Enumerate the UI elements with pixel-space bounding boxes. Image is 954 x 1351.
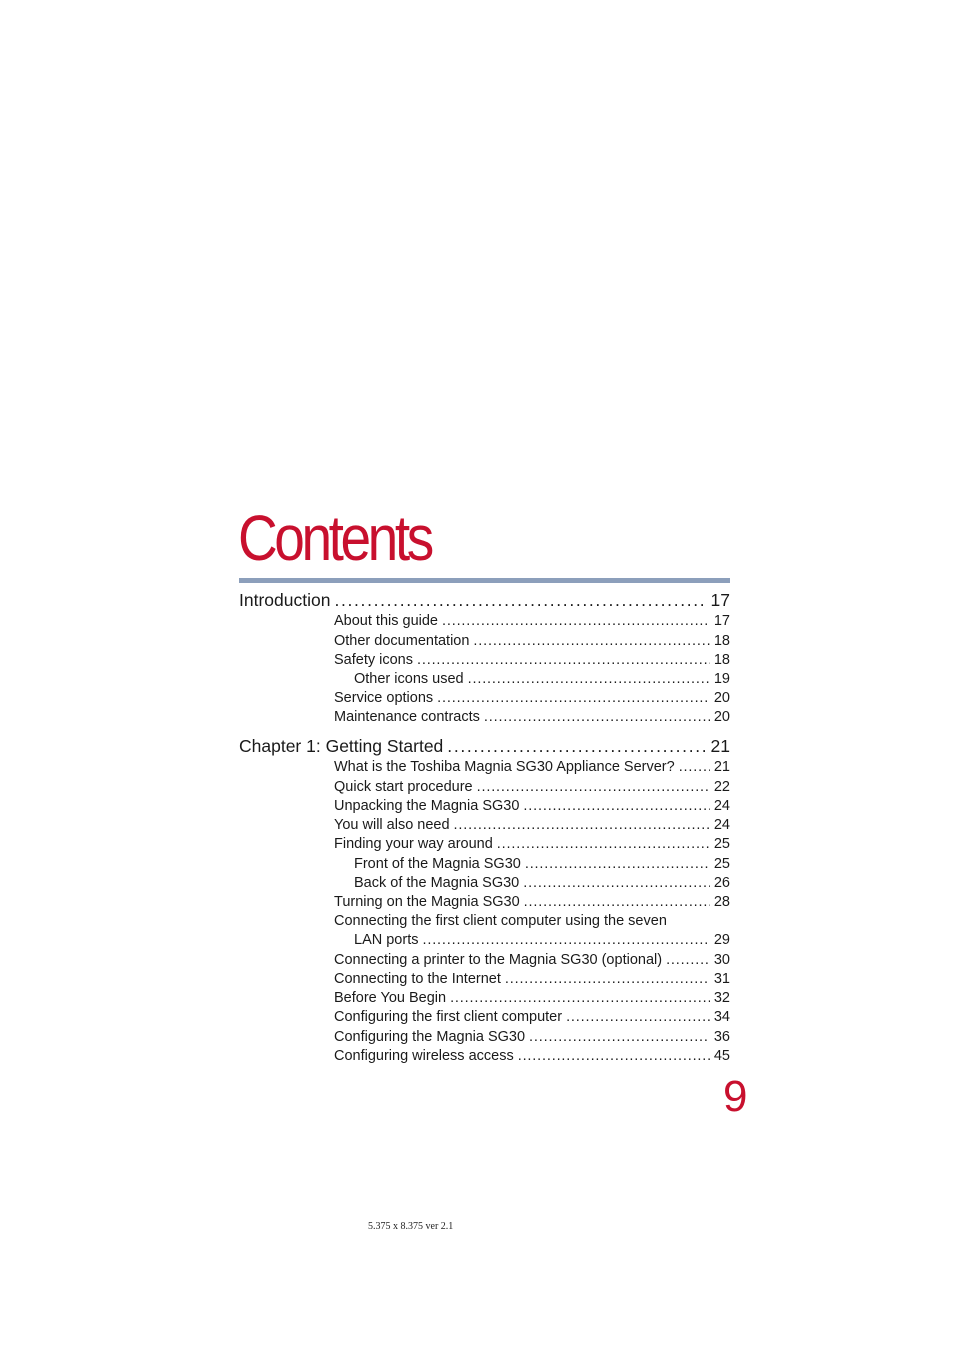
toc-entry[interactable] [334,690,730,706]
toc-entry[interactable] [334,709,730,725]
toc-leader-dots [529,1029,710,1045]
toc-entry-introduction[interactable] [239,590,730,611]
toc-entry-page: 17 [710,590,730,610]
toc-leader-dots [523,875,710,891]
toc-leader-dots [525,856,710,872]
toc-leader-dots [566,1009,710,1025]
toc-entry[interactable] [334,613,730,629]
toc-entry-page: 24 [713,798,730,814]
toc-entry[interactable] [334,817,730,833]
toc-entry[interactable] [354,932,730,948]
toc-entry[interactable] [334,836,730,852]
toc-leader-dots [524,894,710,910]
toc-entry-page: 21 [710,736,730,756]
page-title: Contents [238,502,431,574]
toc-entry-title: Configuring the Magnia SG30 [334,1029,526,1045]
toc-leader-dots [497,836,710,852]
toc-entry-title: Other documentation [334,633,470,649]
toc-entry-title: Finding your way around [334,836,493,852]
toc-entry[interactable] [334,1009,730,1025]
toc-entry-title: Turning on the Magnia SG30 [334,894,520,910]
toc-entry-title: Connecting to the Internet [334,971,501,987]
print-footer: 5.375 x 8.375 ver 2.1 [368,1221,454,1232]
toc-leader-dots [437,690,710,706]
toc-entry-page: 25 [713,836,730,852]
toc-entry[interactable] [334,952,730,968]
toc-entry-page: 34 [713,1009,730,1025]
toc-entry-title: Safety icons [334,652,413,668]
toc-entry-page: 19 [713,671,730,687]
toc-entry[interactable] [354,671,730,687]
toc-entry-title: Other icons used [354,671,464,687]
toc-entry-page: 21 [713,759,730,775]
toc-entry[interactable] [334,1048,730,1064]
toc-entry[interactable] [334,759,730,775]
toc-entry-title: Back of the Magnia SG30 [354,875,520,891]
toc-entry-page: 45 [713,1048,730,1064]
toc-leader-dots [454,817,710,833]
toc-entry-page: 20 [713,709,730,725]
toc-entry-page: 18 [713,633,730,649]
toc-entry[interactable] [334,779,730,795]
toc-leader-dots [484,709,710,725]
toc-leader-dots [447,736,706,757]
toc-leader-dots [679,759,710,775]
toc-entry-title: About this guide [334,613,438,629]
toc-entry-page: 32 [713,990,730,1006]
toc-leader-dots [417,652,710,668]
toc-leader-dots [473,633,709,649]
toc-entry-title: Configuring wireless access [334,1048,514,1064]
toc-leader-dots [477,779,710,795]
toc-entry-page: 26 [713,875,730,891]
toc-entry[interactable] [334,652,730,668]
toc-entry-page: 31 [713,971,730,987]
toc-entry-page: 22 [713,779,730,795]
toc-entry-page: 28 [713,894,730,910]
toc-entry-title: Before You Begin [334,990,447,1006]
toc-leader-dots [334,590,706,611]
toc-entry[interactable] [354,875,730,891]
toc-leader-dots [468,671,710,687]
toc-leader-dots [450,990,710,1006]
toc-entry-page: 36 [713,1029,730,1045]
toc-entry-title: Unpacking the Magnia SG30 [334,798,520,814]
toc-entry-title: Configuring the first client computer [334,1009,563,1025]
toc-entry-page: 18 [713,652,730,668]
toc-entry-title: LAN ports [354,932,419,948]
toc-entry-page: 24 [713,817,730,833]
toc-entry[interactable] [354,856,730,872]
toc-entry-page: 20 [713,690,730,706]
toc-entry-title: Connecting a printer to the Magnia SG30 (optional) [334,952,663,968]
toc-leader-dots [422,932,709,948]
toc-entry-page: 30 [713,952,730,968]
toc-leader-dots [518,1048,710,1064]
toc-entry-title: Service options [334,690,434,706]
toc-entry[interactable] [334,971,730,987]
toc-entry-page: 17 [713,613,730,629]
toc-entry-page: 29 [713,932,730,948]
toc-entry[interactable] [334,1029,730,1045]
toc-entry-chapter-1[interactable] [239,736,730,757]
toc-entry-title: What is the Toshiba Magnia SG30 Appliance Server? [334,759,675,775]
toc-entry[interactable] [334,798,730,814]
toc-entry-title: You will also need [334,817,450,833]
toc-entry-title: Chapter 1: Getting Started [239,736,444,756]
toc-leader-dots [505,971,710,987]
toc-entry[interactable] [334,894,730,910]
toc-entry-title: Front of the Magnia SG30 [354,856,521,872]
toc-entry-title: Quick start procedure [334,779,473,795]
toc-entry-title: Maintenance contracts [334,709,480,725]
toc-entry-wrapped-line[interactable]: Connecting the first client computer using the seven [334,913,667,929]
toc-leader-dots [442,613,710,629]
toc-entry-title: Introduction [239,590,331,610]
toc-entry-page: 25 [713,856,730,872]
toc-leader-dots [523,798,709,814]
page-number: 9 [723,1072,748,1121]
toc-entry[interactable] [334,990,730,1006]
toc-leader-dots [666,952,710,968]
toc-entry[interactable] [334,633,730,649]
